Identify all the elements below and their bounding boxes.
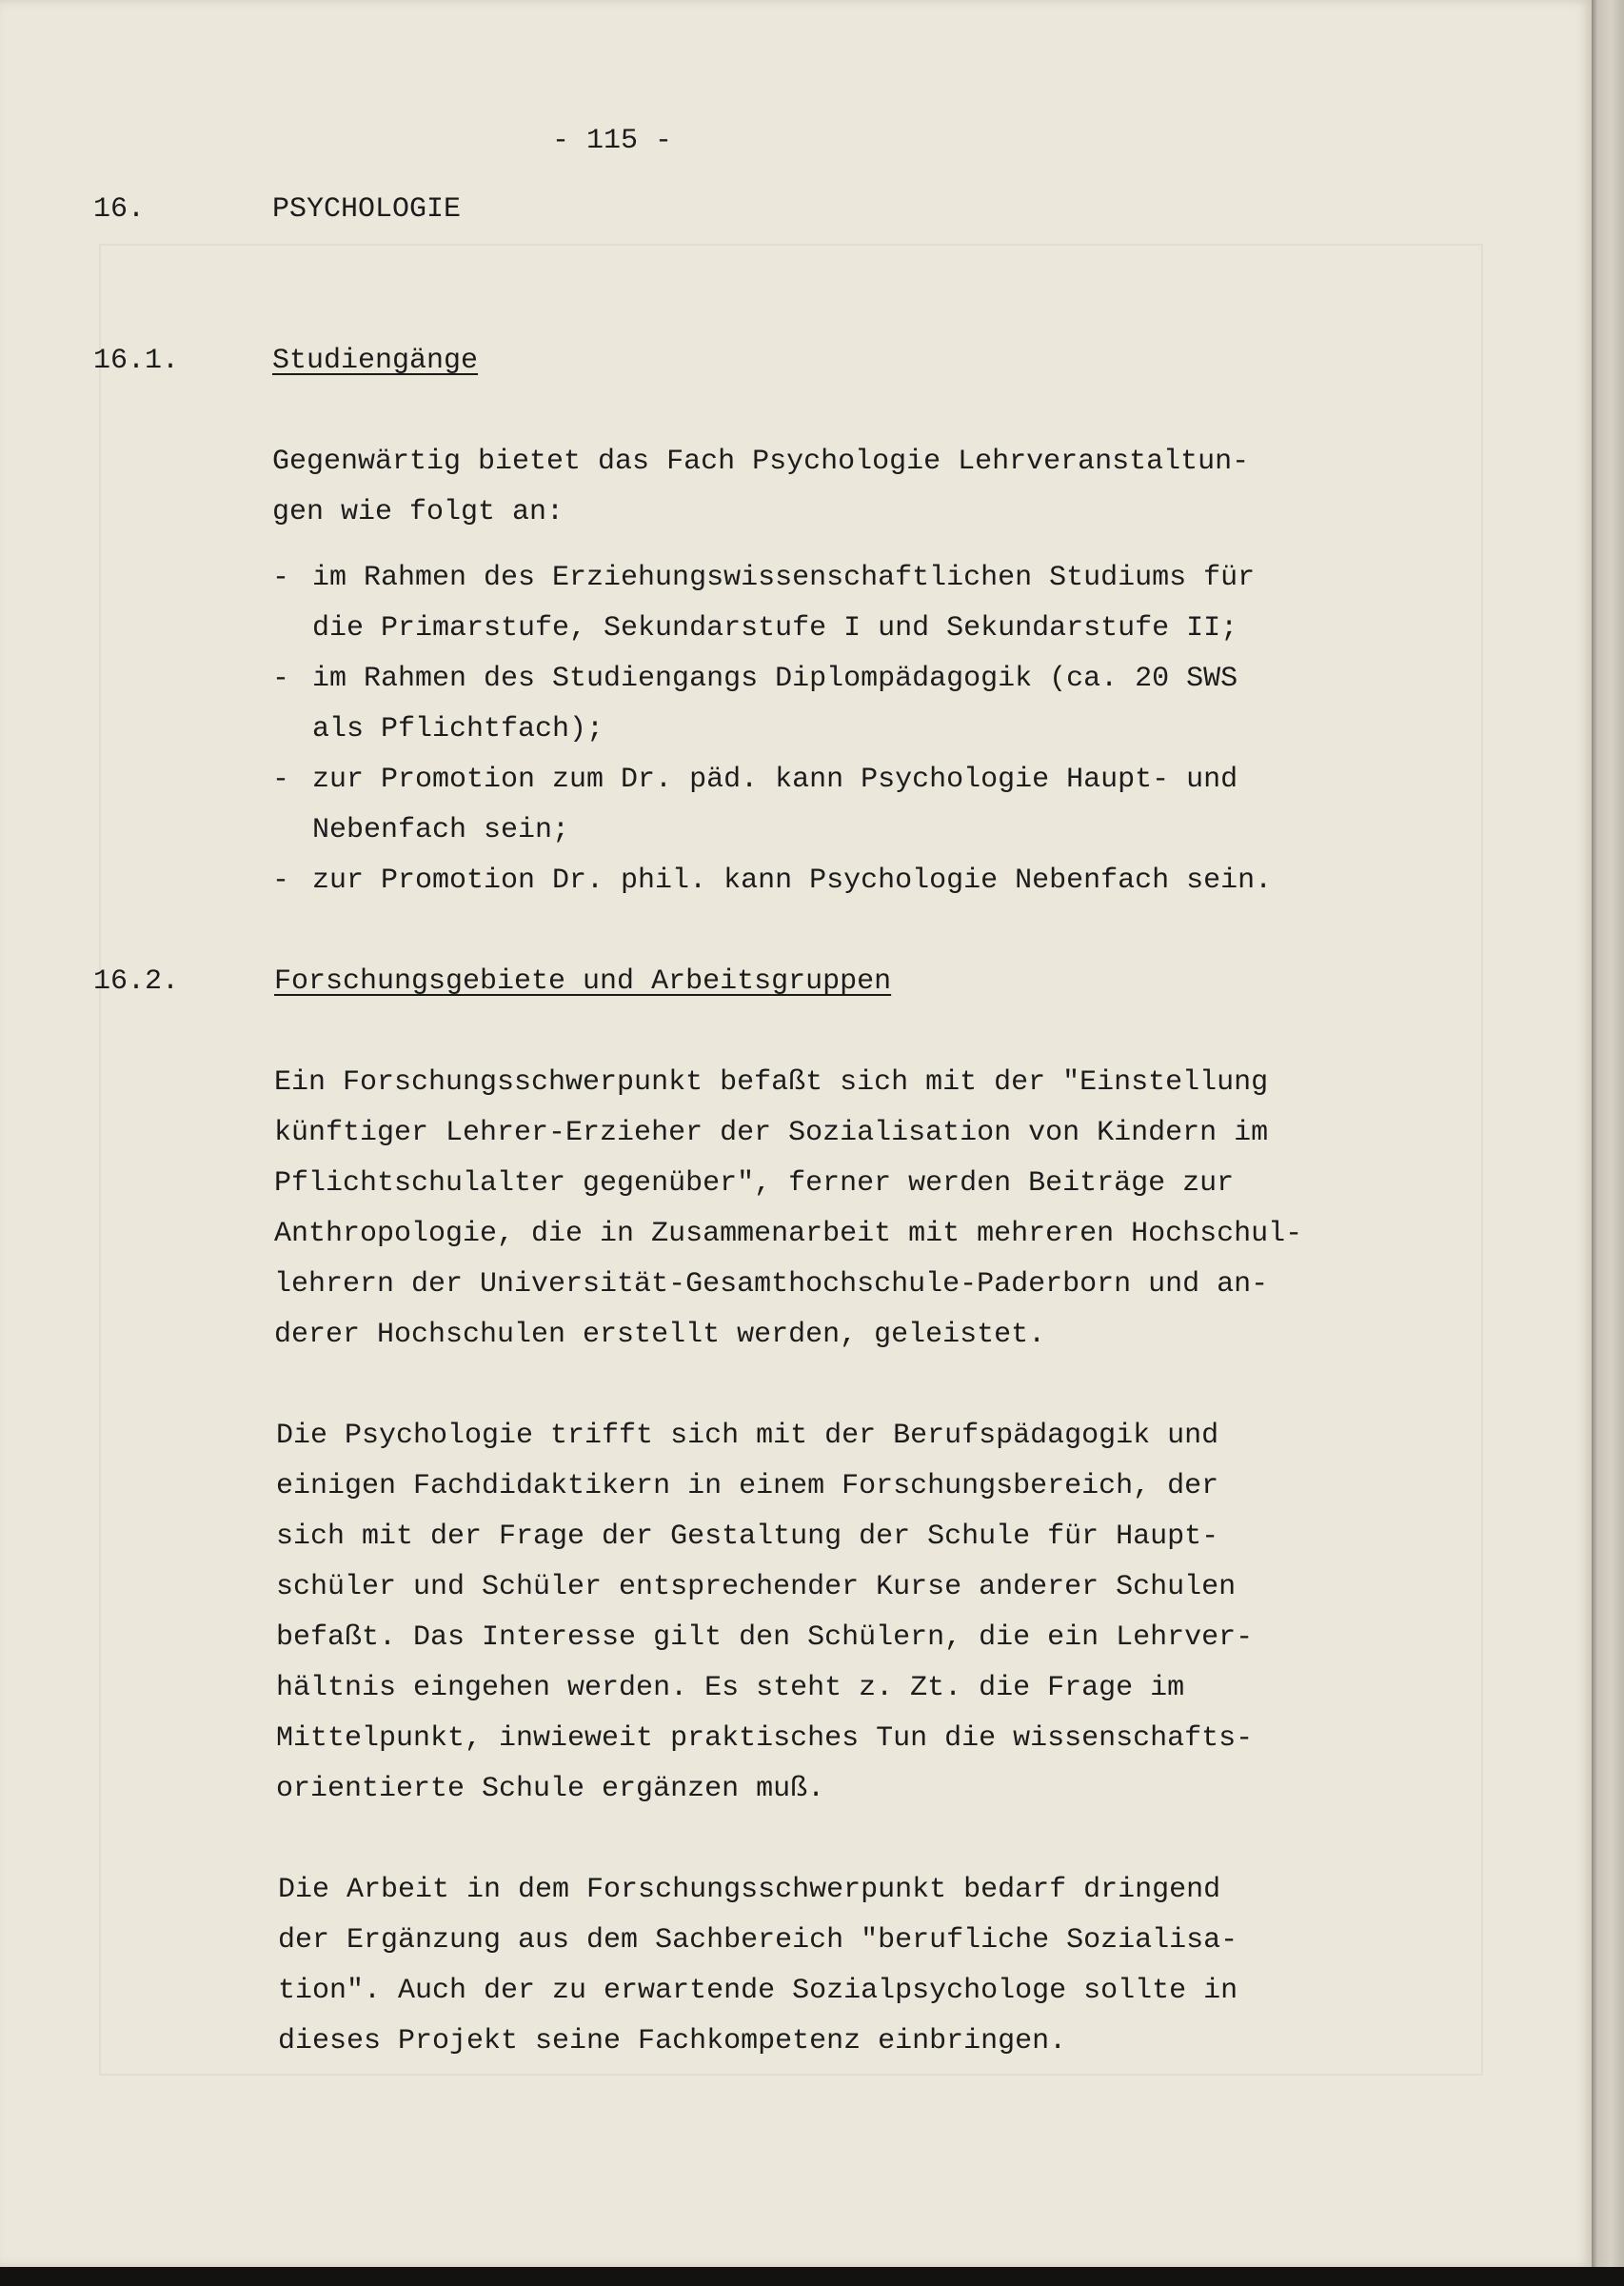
text-line: Gegenwärtig bietet das Fach Psychologie Lehrveranstaltun- [272,446,1250,478]
page-number: - 115 - [552,125,673,157]
text-line: Die Psychologie trifft sich mit der Berufspädagogik und [276,1420,1219,1452]
text-line: orientierte Schule ergänzen muß. [276,1773,825,1805]
section-number: 16.2. [93,965,180,998]
text-line: Nebenfach sein; [312,814,570,846]
chapter-title: PSYCHOLOGIE [272,193,462,226]
page-edge-bottom [0,2267,1624,2286]
section-heading: Forschungsgebiete und Arbeitsgruppen [274,965,892,998]
bullet-dash: - [272,663,290,695]
text-line: als Pflichtfach); [312,713,604,745]
text-line: schüler und Schüler entsprechender Kurse anderer Schulen [276,1571,1237,1603]
text-line: sich mit der Frage der Gestaltung der Schule für Haupt- [276,1521,1219,1553]
text-line: befaßt. Das Interesse gilt den Schülern, die ein Lehrver- [276,1621,1254,1654]
chapter-number: 16. [93,193,146,226]
page-edge-right [1592,0,1624,2286]
text-line: im Rahmen des Studiengangs Diplompädagogik (ca. 20 SWS [312,663,1238,695]
section-number: 16.1. [93,345,180,377]
text-line: einigen Fachdidaktikern in einem Forschungsbereich, der [276,1470,1219,1502]
text-line: Die Arbeit in dem Forschungsschwerpunkt bedarf dringend [278,1874,1221,1906]
text-line: zur Promotion zum Dr. päd. kann Psychologie Haupt- und [312,764,1238,796]
text-line: Mittelpunkt, inwieweit praktisches Tun die wissenschafts- [276,1722,1254,1755]
text-line: gen wie folgt an: [272,496,564,528]
text-line: Anthropologie, die in Zusammenarbeit mit mehreren Hochschul- [274,1218,1303,1250]
text-line: zur Promotion Dr. phil. kann Psychologie Nebenfach sein. [312,865,1273,897]
text-line: derer Hochschulen erstellt werden, geleistet. [274,1319,1046,1351]
text-line: im Rahmen des Erziehungswissenschaftlichen Studiums für [312,562,1256,594]
text-line: Pflichtschulalter gegenüber", ferner werden Beiträge zur [274,1167,1235,1200]
text-line: die Primarstufe, Sekundarstufe I und Sekundarstufe II; [312,612,1238,645]
bullet-dash: - [272,764,290,796]
text-line: Ein Forschungsschwerpunkt befaßt sich mit der "Einstellung [274,1066,1269,1099]
text-line: dieses Projekt seine Fachkompetenz einbringen. [278,2025,1067,2057]
section-heading: Studiengänge [272,345,479,377]
text-line: tion". Auch der zu erwartende Sozialpsychologe sollte in [278,1975,1238,2007]
text-line: hältnis eingehen werden. Es steht z. Zt. die Frage im [276,1672,1185,1704]
text-line: der Ergänzung aus dem Sachbereich "berufliche Sozialisa- [278,1924,1238,1957]
text-line: künftiger Lehrer-Erzieher der Sozialisation von Kindern im [274,1117,1269,1149]
text-line: lehrern der Universität-Gesamthochschule-Paderborn und an- [274,1268,1269,1301]
bullet-dash: - [272,562,290,594]
bullet-dash: - [272,865,290,897]
